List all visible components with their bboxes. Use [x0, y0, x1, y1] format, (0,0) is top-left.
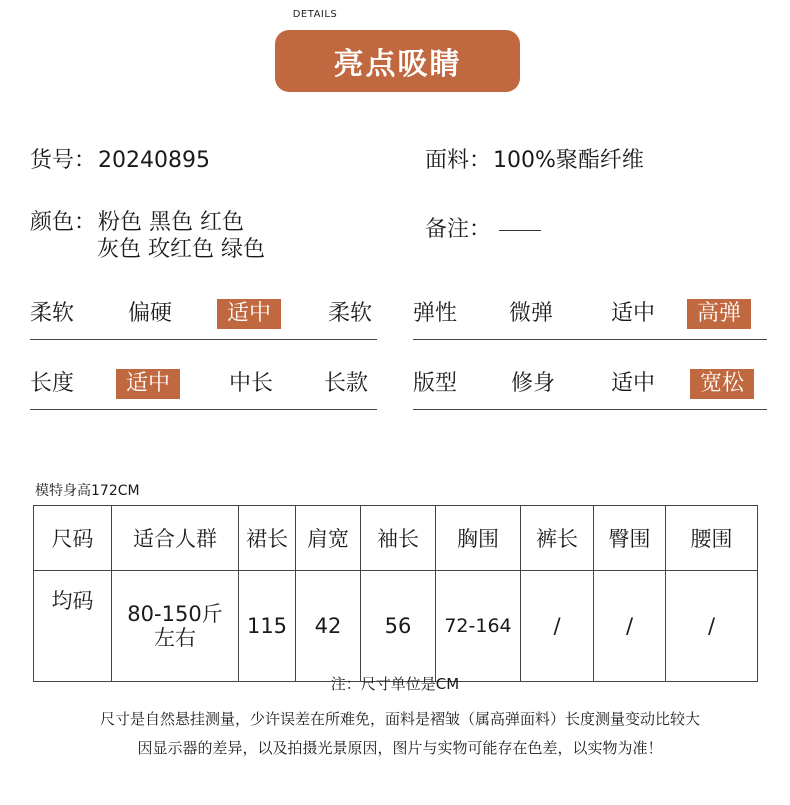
elasticity-row: [413, 299, 767, 340]
remark-dash: [499, 230, 541, 231]
length-label: 长度: [30, 371, 75, 396]
crowd-line-1: 80-150斤: [127, 602, 223, 626]
cell-bust: 72-164: [436, 571, 521, 682]
elasticity-option-slight: 微弹: [509, 301, 554, 326]
size-table: [33, 505, 758, 682]
header-bust: 胸围: [436, 506, 521, 571]
cell-skirt-length: 115: [239, 571, 296, 682]
color-label: 颜色：: [30, 210, 97, 235]
header-waist: 腰围: [666, 506, 758, 571]
header-sleeve: 袖长: [361, 506, 436, 571]
fit-row: [413, 369, 767, 410]
length-option-long: 长款: [324, 371, 369, 396]
cell-hip: /: [594, 571, 666, 682]
fit-option-medium: 适中: [611, 371, 656, 396]
colors-line-2: 灰色 玫红色 绿色: [97, 237, 265, 262]
cell-shoulder: 42: [296, 571, 361, 682]
item-number: [30, 147, 210, 175]
length-option-midlong: 中长: [229, 371, 274, 396]
colors: [30, 209, 244, 237]
remark: [425, 216, 541, 244]
header-shoulder: 肩宽: [296, 506, 361, 571]
item-number-label: 货号：: [30, 148, 97, 173]
table-row: [34, 571, 758, 682]
fabric-value: 100%聚酯纤维: [493, 148, 644, 173]
fit-option-slim: 修身: [511, 371, 556, 396]
cell-pants-length: /: [521, 571, 594, 682]
elasticity-label: 弹性: [413, 301, 458, 326]
unit-note: 注：尺寸单位是CM: [330, 675, 460, 693]
disclaimer: [20, 705, 780, 763]
details-eyebrow: DETAILS: [292, 9, 338, 20]
size-table-header: [34, 506, 758, 571]
section-title: 亮点吸睛: [275, 30, 520, 92]
fabric-label: 面料：: [425, 148, 492, 173]
cell-size: 均码: [34, 571, 112, 682]
softness-row: [30, 299, 377, 340]
length-row: [30, 369, 377, 410]
length-option-medium-selected: 适中: [116, 369, 180, 399]
disclaimer-line-1: 尺寸是自然悬挂测量，少许误差在所难免，面料是褶皱（属高弹面料）长度测量变动比较大: [99, 710, 700, 728]
fit-option-loose-selected: 宽松: [690, 369, 754, 399]
cell-waist: /: [666, 571, 758, 682]
header-pants-length: 裤长: [521, 506, 594, 571]
cell-suitable-crowd: [112, 571, 239, 682]
item-number-value: 20240895: [98, 148, 210, 173]
softness-option-hard: 偏硬: [128, 301, 173, 326]
softness-option-soft: 柔软: [328, 301, 373, 326]
fit-label: 版型: [413, 371, 458, 396]
softness-label: 柔软: [30, 301, 75, 326]
remark-label: 备注：: [425, 217, 492, 242]
header-suitable-crowd: 适合人群: [112, 506, 239, 571]
model-height-note: 模特身高172CM: [35, 483, 140, 499]
fabric: [425, 147, 644, 175]
cell-sleeve: 56: [361, 571, 436, 682]
colors-line-1: 粉色 黑色 红色: [98, 210, 245, 235]
header-size: 尺码: [34, 506, 112, 571]
elasticity-option-high-selected: 高弹: [687, 299, 751, 329]
softness-option-medium-selected: 适中: [217, 299, 281, 329]
crowd-line-2: 左右: [154, 626, 196, 650]
header-hip: 臀围: [594, 506, 666, 571]
elasticity-option-medium: 适中: [611, 301, 656, 326]
header-skirt-length: 裙长: [239, 506, 296, 571]
disclaimer-line-2: 因显示器的差异，以及拍摄光景原因，图片与实物可能存在色差，以实物为准！: [137, 739, 663, 757]
